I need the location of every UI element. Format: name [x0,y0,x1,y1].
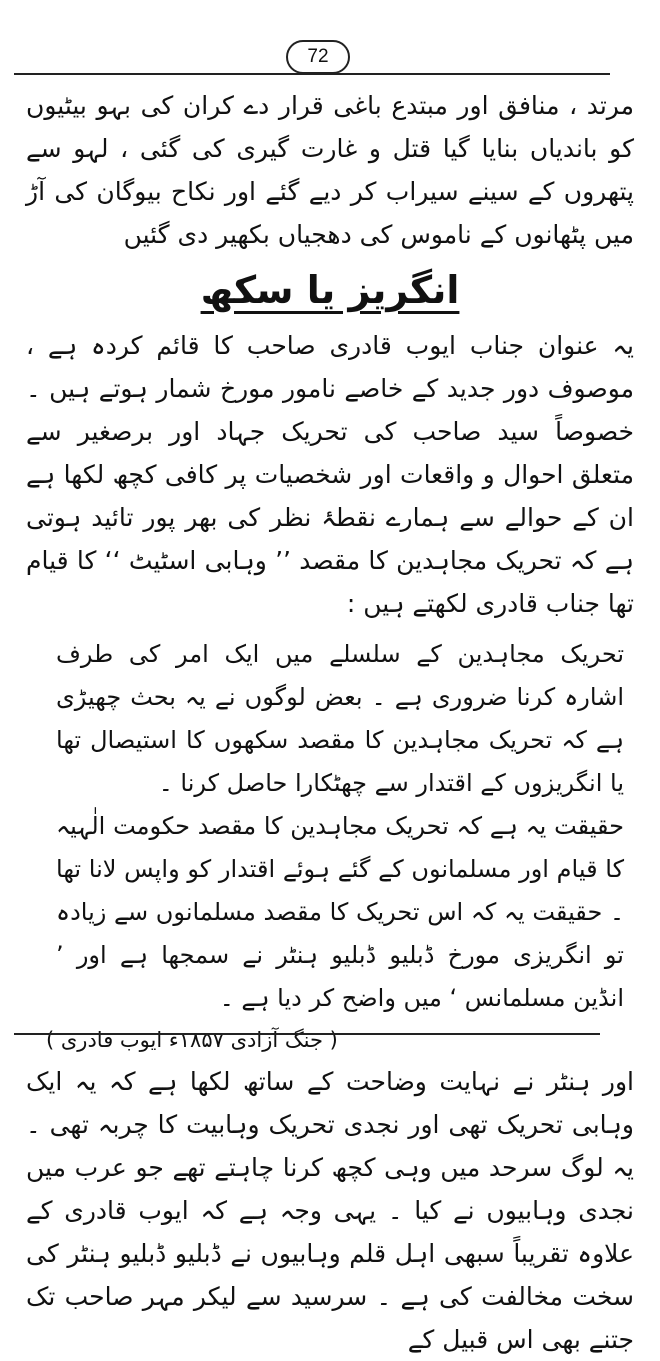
section-heading: انگریز یا سکھ [200,268,460,312]
main-paragraph: یہ عنوان جناب ایوب قادری صاحب کا قائم کردہ ہے ، موصوف دور جدید کے خاصے نامور مورخ شمار ہوتے ہیں ۔ خصوصاً سید صاحب کی تحریک جہاد اور برصغیر سے متعلق احوال و واقعات اور شخصیات پر کافی کچھ لکھا ہے ان کے حوالے سے ہمارے نقطۂ نظر کی بھر پور تائید ہوتی ہے کہ تحریک مجاہدین کا مقصد ’’ وہابی اسٹیٹ ‘‘ کا قیام تھا جناب قادری لکھتے ہیں : [26,331,634,618]
quote-paragraph-2: حقیقت یہ ہے کہ تحریک مجاہدین کا مقصد حکومت الٰہیہ کا قیام اور مسلمانوں کے گئے ہوئے اقتدار کو واپس لانا تھا ۔ حقیقت یہ کہ اس تحریک کا مقصد مسلمانوں سے زیادہ تو انگریزی مورخ ڈبلیو ڈبلیو ہنٹر نے سمجھا ہے اور ’ انڈین مسلمانس ‘ میں واضح کر دیا ہے ۔ [56,812,624,1012]
bottom-rule [14,1033,600,1035]
quote-paragraph-1: تحریک مجاہدین کے سلسلے میں ایک امر کی طرف اشارہ کرنا ضروری ہے ۔ بعض لوگوں نے یہ بحث چھیڑی ہے کہ تحریک مجاہدین کا مقصد سکھوں کا استیصال تھا یا انگریزوں کے اقتدار سے چھٹکارا حاصل کرنا ۔ [56,640,624,797]
block-quote [56,633,624,1020]
page-number: 72 [286,40,350,74]
top-rule [14,73,610,75]
citation: ( جنگ آزادی ۱۸۵۷ء ایوب قادری ) [46,1028,338,1052]
page-body [26,84,634,1361]
intro-paragraph: مرتد ، منافق اور مبتدع باغی قرار دے کران کی بہو بیٹیوں کو باندیاں بنایا گیا قتل و غارت گیری کی گئی ، لہو سے پتھروں کے سینے سیراب کر دیے گئے اور نکاح بیوگان کی آڑ میں پٹھانوں کے ناموس کی دھجیاں بکھیر دی گئیں [26,91,634,249]
final-paragraph: اور ہنٹر نے نہایت وضاحت کے ساتھ لکھا ہے کہ یہ ایک وہابی تحریک تھی اور نجدی تحریک وہابیت کا چربہ تھی ۔ یہ لوگ سرحد میں وہی کچھ کرنا چاہتے تھے جو عرب میں نجدی وہابیوں نے کیا ۔ یہی وجہ ہے کہ ایوب قادری کے علاوہ تقریباً سبھی اہل قلم وہابیوں نے ڈبلیو ڈبلیو ہنٹر کی سخت مخالفت کی ہے ۔ سرسید سے لیکر مہر صاحب تک جتنے بھی اس قبیل کے [26,1067,634,1354]
